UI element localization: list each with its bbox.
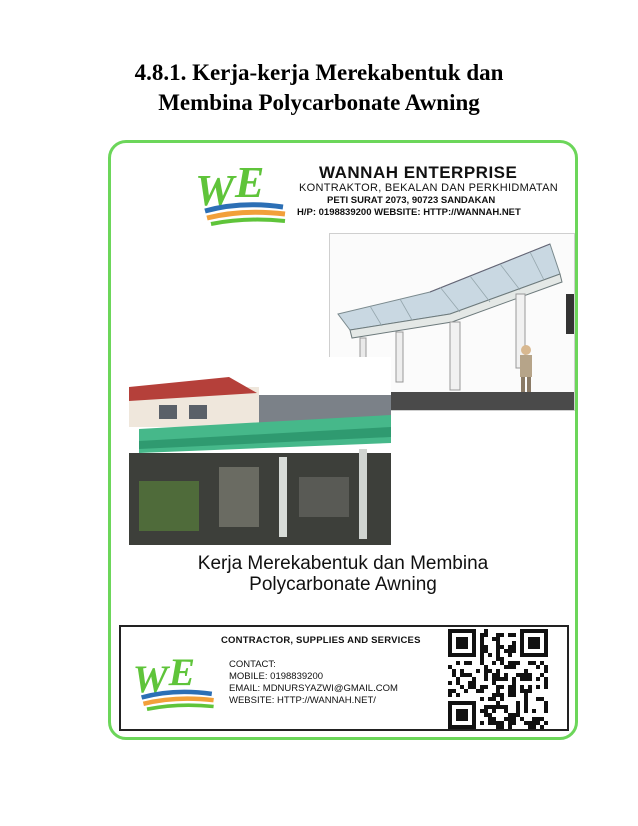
company-contact-line: H/P: 0198839200 WEBSITE: HTTP://WANNAH.NET [297,207,521,218]
caption-line-1: Kerja Merekabentuk dan Membina [197,553,489,574]
flyer-caption [111,553,575,595]
contact-logo-icon [129,649,219,719]
svg-text:E: E [168,649,196,694]
heading-line-2: Membina Polycarbonate Awning [158,90,480,115]
svg-text:W: W [195,166,235,215]
contact-email: EMAIL: MDNURSYAZWI@GMAIL.COM [229,683,398,694]
contact-box [119,625,569,731]
contact-mobile: MOBILE: 0198839200 [229,671,324,682]
svg-text:W: W [132,657,168,702]
company-header [299,163,558,219]
contact-title: CONTRACTOR, SUPPLIES AND SERVICES [221,635,421,646]
contact-website: WEBSITE: HTTP://WANNAH.NET/ [229,695,376,706]
heading-line-1: 4.8.1. Kerja-kerja Merekabentuk dan [134,60,504,85]
company-flyer [108,140,578,740]
site-photo-drawing [129,357,391,545]
company-subtitle: KONTRAKTOR, BEKALAN DAN PERKHIDMATAN [299,182,558,194]
page-heading [0,58,638,118]
qr-code-icon [438,629,558,729]
company-address: PETI SURAT 2073, 90723 SANDAKAN [327,195,496,206]
company-name: WANNAH ENTERPRISE [319,163,518,182]
contact-label: CONTACT: [229,659,276,670]
company-logo-icon [191,161,291,231]
render-footer-bar [390,392,574,410]
render-side-tab [566,294,574,334]
caption-line-2: Polycarbonate Awning [249,574,437,595]
awning-site-photo [129,357,391,545]
svg-text:E: E [235,161,265,207]
